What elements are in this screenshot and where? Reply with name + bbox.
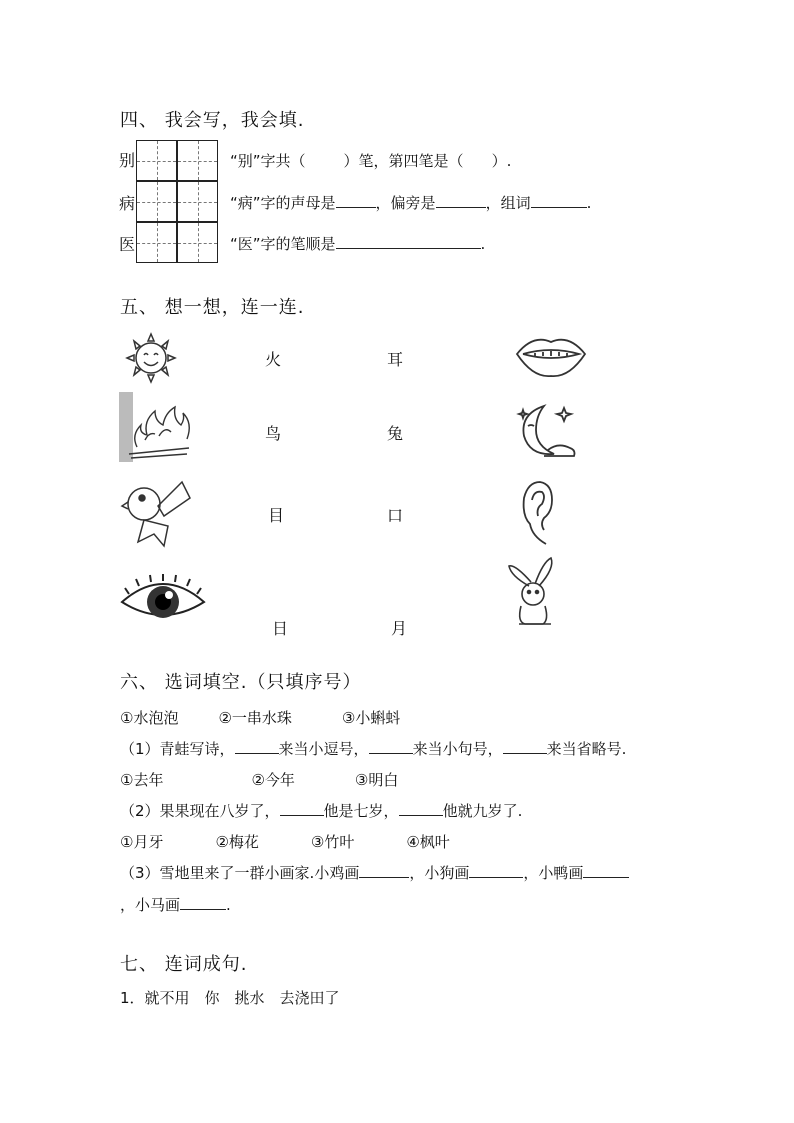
writing-grid[interactable]: [177, 181, 218, 222]
question-text: “别”字共（: [230, 152, 306, 170]
question-3-cont: [120, 894, 231, 915]
options-row-1: [120, 707, 400, 728]
word-ri[interactable]: 日: [272, 619, 289, 638]
sun-icon[interactable]: [120, 330, 182, 386]
char-yi: 医: [119, 235, 136, 254]
options-row-2: [120, 769, 398, 790]
section-6-title: 六、 选词填空.（只填序号）: [120, 672, 362, 693]
question-1: [120, 738, 626, 759]
answer-blank[interactable]: [336, 193, 376, 208]
option: ①水泡泡: [120, 709, 179, 727]
answer-blank[interactable]: [399, 801, 443, 816]
options-row-3: [120, 831, 450, 852]
moon-icon[interactable]: [514, 400, 576, 460]
answer-blank[interactable]: [583, 863, 629, 878]
question-text: .: [586, 194, 592, 212]
question-text: （2）果果现在八岁了，: [120, 802, 280, 820]
question-text: .: [480, 235, 486, 253]
sentence-question-1: 1．就不用 你 挑水 去浇田了: [120, 989, 340, 1007]
word-niao[interactable]: 鸟: [265, 424, 282, 443]
question-text: 来当小逗号，: [278, 740, 369, 758]
question-text: ，小狗画: [409, 864, 470, 882]
question-text: 他是七岁，: [323, 802, 399, 820]
answer-blank[interactable]: [436, 193, 486, 208]
question-text: “医”字的笔顺是: [230, 235, 336, 253]
question-2: [120, 800, 522, 821]
answer-blank[interactable]: [180, 895, 226, 910]
option: ②一串水珠: [218, 709, 292, 727]
section-4-title: 四、 我会写，我会填.: [120, 110, 305, 131]
question-text: ，小鸭画: [523, 864, 584, 882]
option: ①去年: [120, 771, 164, 789]
option: ①月牙: [120, 833, 164, 851]
rabbit-icon[interactable]: [505, 556, 561, 628]
question-text: 来当小句号，: [412, 740, 503, 758]
ear-icon[interactable]: [516, 478, 556, 548]
char-bing: 病: [119, 194, 136, 213]
answer-blank[interactable]: [336, 234, 481, 249]
answer-blank[interactable]: [369, 739, 413, 754]
fire-icon[interactable]: [119, 392, 195, 462]
option: ③明白: [354, 771, 399, 789]
question-text: ，偏旁是: [375, 194, 436, 212]
question-row-1: [230, 150, 511, 171]
word-yue[interactable]: 月: [391, 619, 408, 638]
answer-blank[interactable]: [503, 739, 547, 754]
bird-icon[interactable]: [120, 476, 194, 548]
question-text: .: [226, 896, 231, 914]
answer-blank[interactable]: [280, 801, 324, 816]
option: ③竹叶: [310, 833, 355, 851]
writing-grid[interactable]: [136, 222, 177, 263]
char-bie: 别: [119, 151, 136, 170]
question-text: （1）青蛙写诗，: [120, 740, 235, 758]
word-mu[interactable]: 目: [268, 506, 285, 525]
word-huo[interactable]: 火: [265, 350, 282, 369]
option: ②今年: [251, 771, 295, 789]
question-text: ）.: [491, 152, 512, 170]
option: ②梅花: [215, 833, 259, 851]
option: ④枫叶: [406, 833, 450, 851]
answer-blank[interactable]: [531, 193, 587, 208]
question-row-2: [230, 192, 591, 213]
writing-grid[interactable]: [136, 140, 177, 181]
word-kou[interactable]: 口: [387, 506, 404, 525]
question-text: ，小马画: [120, 896, 181, 914]
answer-blank[interactable]: [469, 863, 523, 878]
question-text: 来当省略号.: [546, 740, 627, 758]
writing-grid[interactable]: [177, 140, 218, 181]
question-row-3: [230, 233, 485, 254]
option: ③小蝌蚪: [341, 709, 401, 727]
section-7-title: 七、 连词成句.: [120, 954, 248, 975]
word-tu[interactable]: 兔: [387, 424, 404, 443]
section-5-title: 五、 想一想，连一连.: [120, 297, 305, 318]
mouth-icon[interactable]: [515, 332, 587, 378]
writing-grid[interactable]: [136, 181, 177, 222]
answer-blank[interactable]: [235, 739, 279, 754]
question-3: [120, 862, 629, 883]
question-text: ）笔，第四笔是（: [343, 152, 464, 170]
question-text: “病”字的声母是: [230, 194, 336, 212]
question-text: （3）雪地里来了一群小画家.小鸡画: [120, 864, 360, 882]
question-text: ，组词: [485, 194, 531, 212]
writing-grid[interactable]: [177, 222, 218, 263]
eye-icon[interactable]: [119, 572, 207, 628]
answer-blank[interactable]: [359, 863, 409, 878]
question-text: 他就九岁了.: [442, 802, 523, 820]
word-er[interactable]: 耳: [387, 350, 404, 369]
